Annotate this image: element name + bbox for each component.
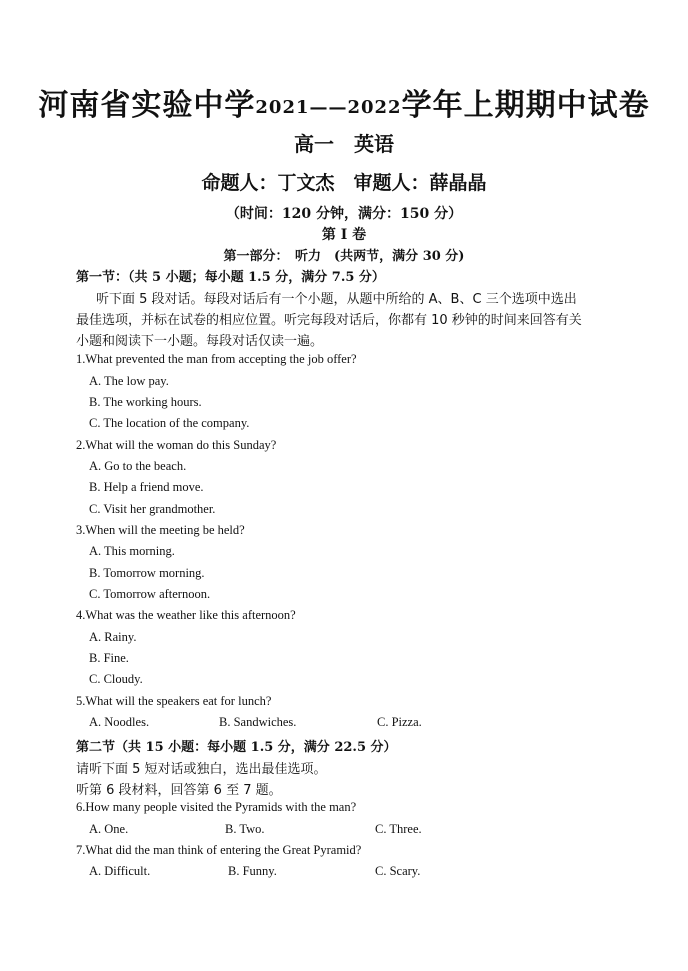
answer-option: B. Tomorrow morning.: [89, 566, 205, 580]
volume-label: 第 I 卷: [321, 227, 367, 243]
answer-option: C. Visit her grandmother.: [89, 502, 216, 516]
answer-option: A. Go to the beach.: [89, 459, 187, 473]
answer-option: A. Noodles.: [89, 715, 150, 729]
section-1-heading: 第一节：（共 5 小题；每小题 1.5 分，满分 7.5 分）: [76, 270, 385, 285]
answer-option: B. Fine.: [89, 651, 129, 665]
exam-title: [0, 80, 688, 124]
answer-option: C. Scary.: [375, 864, 421, 878]
answer-option: C. Three.: [375, 822, 422, 836]
question-text: 2.What will the woman do this Sunday?: [76, 438, 277, 452]
question-text: 5.What will the speakers eat for lunch?: [76, 694, 272, 708]
answer-option: B. Help a friend move.: [89, 480, 204, 494]
answer-option: B. Funny.: [228, 864, 277, 878]
question-text: 7.What did the man think of entering the Great Pyramid?: [76, 843, 362, 857]
answer-option: A. This morning.: [89, 544, 175, 558]
instruction-line: 最佳选项，并标在试卷的相应位置。听完每段对话后，你都有 10 秒钟的时间来回答有关: [76, 313, 582, 328]
instruction-line: 听下面 5 段对话。每段对话后有一个小题，从题中所给的 A、B、C 三个选项中选出: [96, 292, 577, 307]
exam-name: 学年上期期中试卷: [401, 88, 650, 123]
authors-line: 命题人：丁文杰 审题人：薛晶晶: [201, 172, 487, 194]
answer-option: B. Two.: [225, 822, 265, 836]
answer-option: A. Difficult.: [89, 864, 151, 878]
school-years: 2021——2022: [255, 97, 402, 118]
answer-option: C. The location of the company.: [89, 416, 250, 430]
question-text: 3.When will the meeting be held?: [76, 523, 245, 537]
time-info: （时间：120 分钟，满分：150 分）: [225, 206, 463, 222]
answer-option: A. One.: [89, 822, 129, 836]
part-heading: 第一部分： 听力 (共两节，满分 30 分): [223, 249, 465, 264]
answer-option: A. Rainy.: [89, 630, 137, 644]
material-line: 听第 6 段材料，回答第 6 至 7 题。: [76, 783, 282, 798]
question-text: 6.How many people visited the Pyramids with the man?: [76, 800, 357, 814]
school-name: 河南省实验中学: [38, 88, 256, 123]
instruction-line: 小题和阅读下一小题。每段对话仅读一遍。: [76, 334, 324, 349]
question-text: 4.What was the weather like this afternoon?: [76, 608, 296, 622]
answer-option: B. The working hours.: [89, 395, 202, 409]
instruction-line: 请听下面 5 短对话或独白，选出最佳选项。: [76, 762, 327, 777]
answer-option: C. Cloudy.: [89, 672, 143, 686]
grade-subject: 高一 英语: [294, 132, 394, 156]
answer-option: C. Tomorrow afternoon.: [89, 587, 211, 601]
section-2-heading: 第二节（共 15 小题：每小题 1.5 分，满分 22.5 分）: [76, 740, 397, 755]
answer-option: B. Sandwiches.: [219, 715, 297, 729]
question-text: 1.What prevented the man from accepting the job offer?: [76, 352, 357, 366]
answer-option: C. Pizza.: [377, 715, 422, 729]
answer-option: A. The low pay.: [89, 374, 169, 388]
